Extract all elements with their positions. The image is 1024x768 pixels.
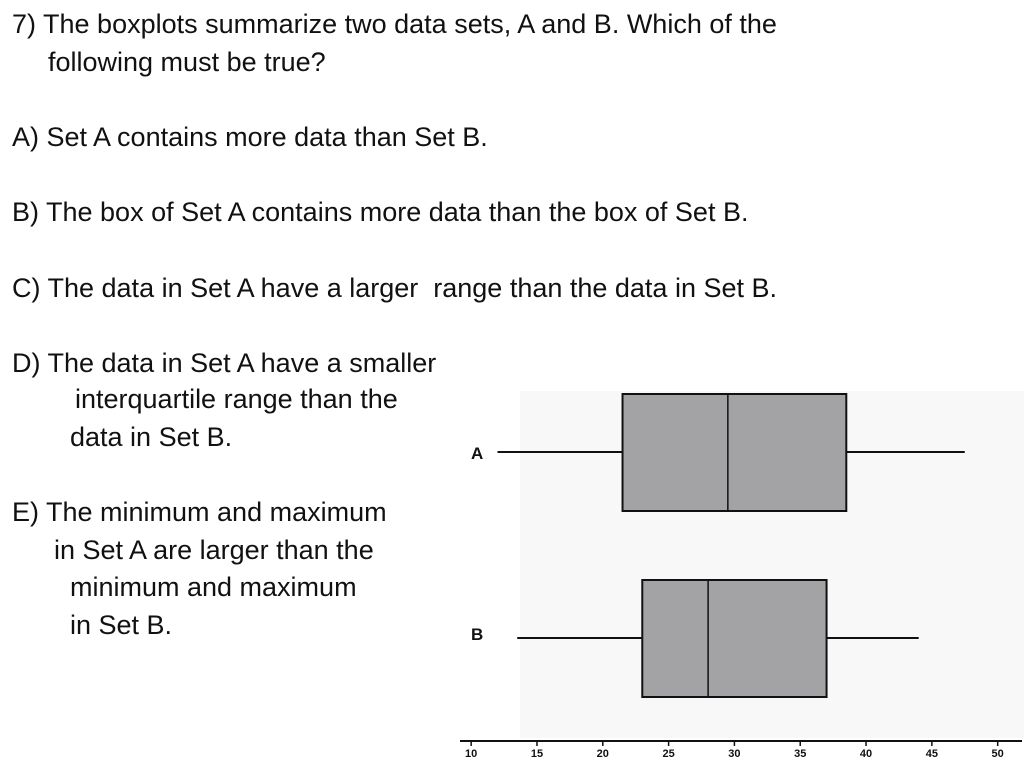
- x-tick-label-15: 15: [530, 748, 544, 760]
- x-tick-label-20: 20: [596, 748, 609, 760]
- option-e-line-4: in Set B.: [70, 610, 173, 640]
- question-stem-line-1: 7) The boxplots summarize two data sets, A and B. Which of the: [12, 9, 777, 39]
- box-a: [623, 394, 847, 511]
- x-tick-label-10: 10: [465, 748, 478, 760]
- option-b: B) The box of Set A contains more data than the box of Set B.: [12, 197, 749, 227]
- option-d-line-1: D) The data in Set A have a smaller: [12, 348, 437, 378]
- x-tick-label-45: 45: [925, 748, 938, 760]
- option-e-line-2: in Set A are larger than the: [54, 535, 374, 565]
- box-b: [642, 580, 826, 697]
- option-c: C) The data in Set A have a larger range than the data in Set B.: [12, 273, 778, 303]
- option-a: A) Set A contains more data than Set B.: [12, 122, 488, 152]
- option-d-line-3: data in Set B.: [70, 422, 233, 452]
- option-e-line-3: minimum and maximum: [70, 572, 357, 602]
- x-tick-label-30: 30: [728, 748, 741, 760]
- option-e-line-1: E) The minimum and maximum: [12, 497, 387, 527]
- series-label-b: B: [471, 625, 484, 644]
- option-d-line-2: interquartile range than the: [75, 384, 398, 414]
- x-tick-label-40: 40: [859, 748, 873, 760]
- x-tick-label-50: 50: [991, 748, 1004, 760]
- question-stem-line-2: following must be true?: [48, 47, 326, 77]
- x-tick-label-35: 35: [794, 748, 807, 760]
- boxplot-chart: [458, 385, 1024, 768]
- x-tick-label-25: 25: [662, 748, 675, 760]
- series-label-a: A: [471, 444, 484, 463]
